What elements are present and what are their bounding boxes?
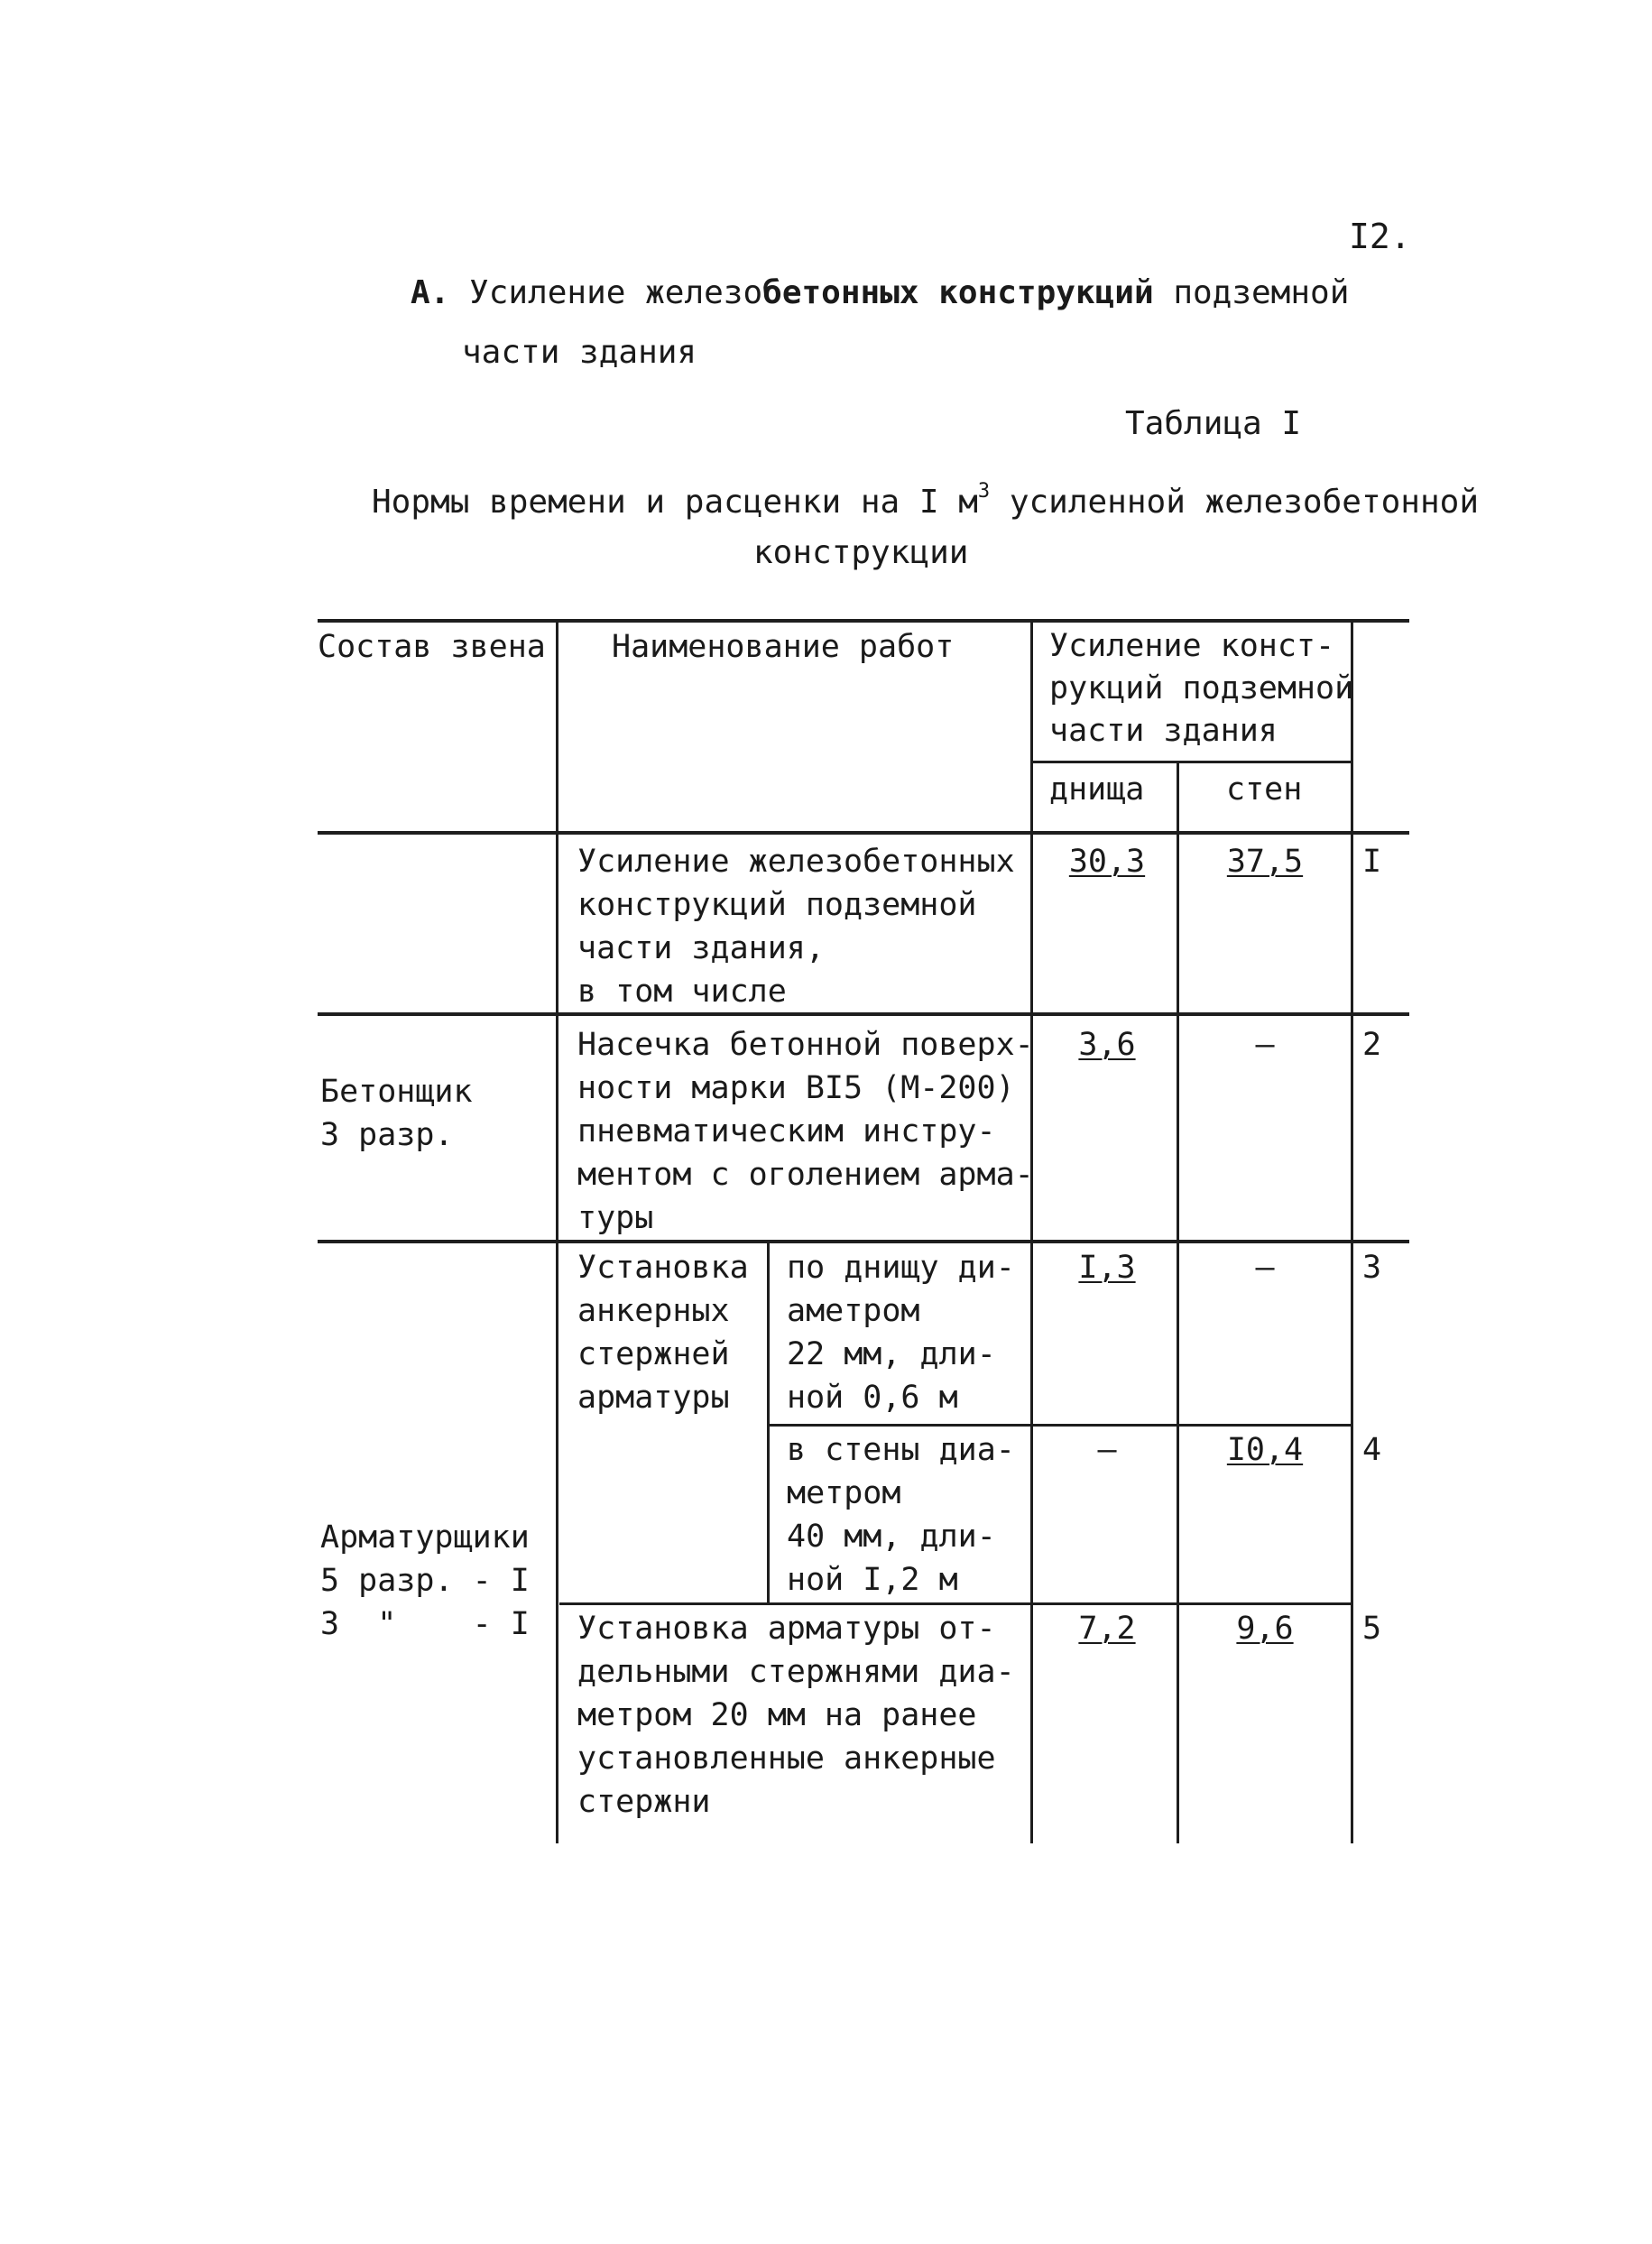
row2-work: Насечка бетонной поверх- ности марки BI5 (M-200) пневматическим инстру- ментом с оголением арма- туры [577,1027,1034,1236]
row2-number: 2 [1362,1027,1382,1063]
row4-bottom-value: – [1097,1432,1117,1468]
header-bottom-rule [318,831,1409,835]
row3-bottom-rule [769,1424,1353,1427]
row3-bottom-value: I,3 [1078,1250,1136,1286]
row3-work: по днищу ди- аметром 22 мм, дли- ной 0,6 м [787,1250,1015,1416]
row1-bottom-value: 30,3 [1068,844,1146,880]
table-caption [372,469,1479,524]
table-caption-line2: конструкции [753,534,969,571]
heading-part-b: подземной [1153,274,1350,311]
section-heading [411,271,1349,315]
row4-number: 4 [1362,1432,1382,1468]
header-work: Наименование работ [612,629,955,665]
header-walls: стен [1226,771,1303,808]
table-label: Таблица I [1125,405,1302,442]
row4-bottom-rule [559,1602,1353,1605]
row3-number: 3 [1362,1250,1382,1286]
table-top-rule [318,619,1409,623]
rebar-crew: Арматурщики 5 разр. - I 3 " - I [320,1519,530,1642]
row5-work: Установка арматуры от- дельными стержнями диа- метром 20 мм на ранее установленные анкерные стержни [577,1611,1015,1820]
heading-bold-part: бетонных конструкций [762,274,1154,311]
page-number: I2. [1349,217,1411,256]
row2-walls-value: – [1255,1027,1275,1063]
row5-walls-value: 9,6 [1236,1611,1294,1647]
row3-walls-value: – [1255,1250,1275,1286]
caption-part-a: Нормы времени и расценки на I м [372,484,978,521]
section-letter: А. [411,274,450,311]
heading-part-a: Усиление железо [469,274,763,311]
row1-work: Усиление железобетонных конструкций подземной части здания, в том числе [577,844,1015,1010]
section-heading-line2: части здания [462,334,697,371]
row5-number: 5 [1362,1611,1382,1647]
row1-walls-value: 37,5 [1226,844,1304,880]
row4-walls-value: I0,4 [1226,1432,1304,1468]
row4-work: в стены диа- метром 40 мм, дли- ной I,2 м [787,1432,1015,1598]
col-walls-divider [1351,619,1353,1843]
header-crew: Состав звена [318,629,546,665]
caption-superscript: 3 [977,480,991,503]
caption-part-b: усиленной железобетонной [990,484,1479,521]
header-group: Усиление конст- рукций подземной части здания [1049,628,1354,749]
header-bottom: днища [1049,771,1145,808]
anchor-work-group: Установка анкерных стержней арматуры [577,1250,749,1416]
col-bottom-divider [1177,761,1179,1843]
col-crew-divider [556,619,558,1843]
row5-bottom-value: 7,2 [1078,1611,1136,1647]
row2-bottom-value: 3,6 [1078,1027,1136,1063]
subwork-divider [767,1240,770,1602]
subheader-rule [1033,761,1353,763]
row2-bottom-rule [318,1240,1409,1243]
row2-crew: Бетонщик 3 разр. [320,1074,473,1153]
row1-number: I [1362,844,1382,880]
